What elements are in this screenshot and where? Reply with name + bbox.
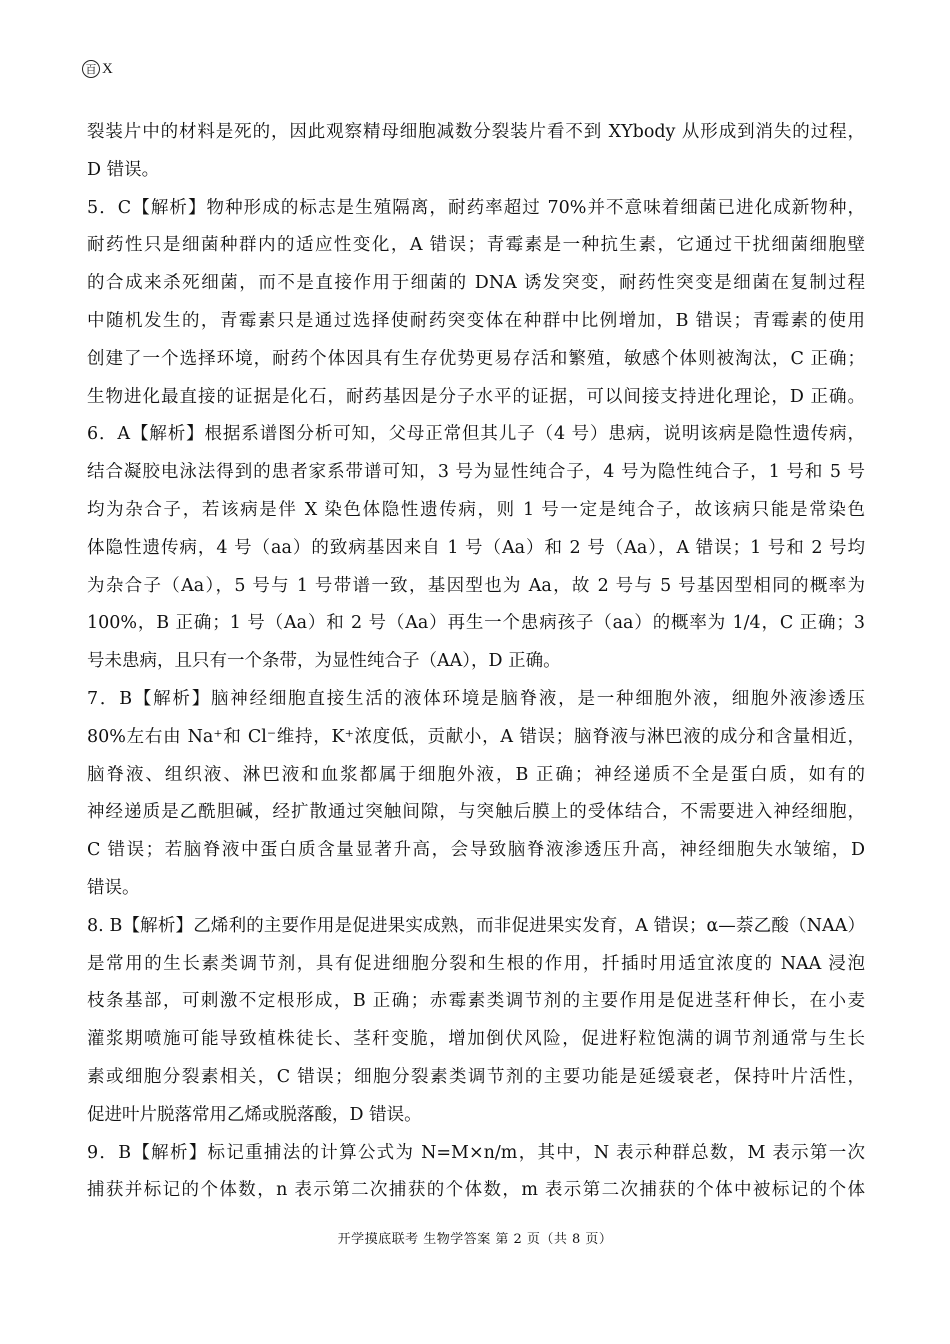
text-line: 9．B【解析】标记重捕法的计算公式为 N=M×n/m，其中，N 表示种群总数，M 表示第一次 <box>87 1142 865 1163</box>
text-line: 结合凝胶电泳法得到的患者家系带谱可知，3 号为显性纯合子，4 号为隐性纯合子，1 号和 5 号 <box>87 462 865 483</box>
text-line: D 错误。 <box>87 159 160 180</box>
text-line: 中随机发生的，青霉素只是通过选择使耐药突变体在种群中比例增加，B 错误；青霉素的使用 <box>87 310 865 331</box>
text-line: 7．B【解析】脑神经细胞直接生活的液体环境是脑脊液，是一种细胞外液，细胞外液渗透压 <box>87 688 865 709</box>
text-line: 6．A【解析】根据系谱图分析可知，父母正常但其儿子（4 号）患病，说明该病是隐性遗传病， <box>87 424 865 445</box>
text-line: 创建了一个选择环境，耐药个体因具有生存优势更易存活和繁殖，敏感个体则被淘汰，C 正确； <box>87 348 865 369</box>
text-line: 号未患病，且只有一个条带，为显性纯合子（AA），D 正确。 <box>87 651 561 672</box>
text-line: C 错误；若脑脊液中蛋白质含量显著升高，会导致脑脊液渗透压升高，神经细胞失水皱缩，D <box>87 840 865 861</box>
text-line: 灌浆期喷施可能导致植株徒长、茎秆变脆，增加倒伏风险，促进籽粒饱满的调节剂通常与生长 <box>87 1029 865 1050</box>
text-line: 均为杂合子，若该病是伴 X 染色体隐性遗传病，则 1 号一定是纯合子，故该病只能是常染色 <box>87 499 865 520</box>
text-line: 100%，B 正确；1 号（Aa）和 2 号（Aa）再生一个患病孩子（aa）的概率为 1/4，C 正确；3 <box>87 613 865 634</box>
text-line: 生物进化最直接的证据是化石，耐药基因是分子水平的证据，可以间接支持进化理论，D 正确。 <box>87 386 865 407</box>
text-line: 5．C【解析】物种形成的标志是生殖隔离，耐药率超过 70%并不意味着细菌已进化成新物种， <box>87 197 865 218</box>
text-line: 神经递质是乙酰胆碱，经扩散通过突触间隙，与突触后膜上的受体结合，不需要进入神经细胞， <box>87 802 865 823</box>
text-line: 体隐性遗传病，4 号（aa）的致病基因来自 1 号（Aa）和 2 号（Aa），A 错误；1 号和 2 号均 <box>87 537 865 558</box>
text-line: 促进叶片脱落常用乙烯或脱落酸，D 错误。 <box>87 1104 422 1125</box>
text-line: 脑脊液、组织液、淋巴液和血浆都属于细胞外液，B 正确；神经递质不全是蛋白质，如有的 <box>87 764 865 785</box>
text-line: 8. B【解析】乙烯利的主要作用是促进果实成熟，而非促进果实发育，A 错误；α—萘乙酸（NAA） <box>87 915 865 936</box>
text-line: 为杂合子（Aa），5 号与 1 号带谱一致，基因型也为 Aa，故 2 号与 5 号基因型相同的概率为 <box>87 575 865 596</box>
text-line: 素或细胞分裂素相关，C 错误；细胞分裂素类调节剂的主要功能是延缓衰老，保持叶片活性， <box>87 1066 865 1087</box>
text-line: 枝条基部，可刺激不定根形成，B 正确；赤霉素类调节剂的主要作用是促进茎秆伸长，在小麦 <box>87 991 865 1012</box>
publisher-logo <box>82 60 113 78</box>
logo-circle-glyph: 百 <box>82 60 100 78</box>
logo-letter: X <box>102 60 113 77</box>
text-line: 80%左右由 Na⁺和 Cl⁻维持，K⁺浓度低，贡献小，A 错误；脑脊液与淋巴液的成分和含量相近， <box>87 726 865 747</box>
text-line: 的合成来杀死细菌，而不是直接作用于细菌的 DNA 诱发突变，耐药性突变是细菌在复制过程 <box>87 273 865 294</box>
text-line: 捕获并标记的个体数，n 表示第二次捕获的个体数，m 表示第二次捕获的个体中被标记的个体 <box>87 1180 865 1201</box>
text-line: 是常用的生长素类调节剂，具有促进细胞分裂和生根的作用，扦插时用适宜浓度的 NAA 浸泡 <box>87 953 865 974</box>
text-line: 裂装片中的材料是死的，因此观察精母细胞减数分裂装片看不到 XYbody 从形成到消失的过程， <box>87 122 865 142</box>
answer-text-body <box>87 114 865 1210</box>
page-footer: 开学摸底联考 生物学答案 第 2 页（共 8 页） <box>337 1232 613 1247</box>
text-line: 耐药性只是细菌种群内的适应性变化，A 错误；青霉素是一种抗生素，它通过干扰细菌细胞壁 <box>87 235 865 256</box>
text-line: 错误。 <box>87 877 140 898</box>
